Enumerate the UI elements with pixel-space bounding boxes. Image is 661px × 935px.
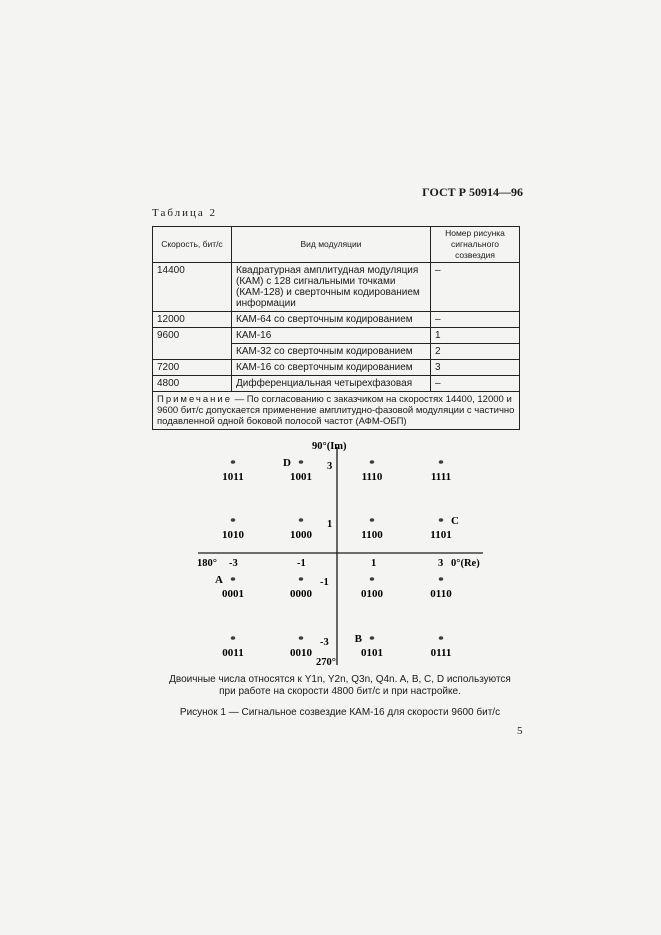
constellation-point-label: D	[283, 457, 291, 469]
constellation-point-code: 1100	[361, 529, 383, 541]
header-modulation: Вид модуляции	[232, 227, 431, 263]
constellation-point-code: 1000	[290, 529, 312, 541]
constellation-point-code: 0001	[222, 588, 244, 600]
constellation-point-marker: *	[369, 575, 375, 587]
constellation-point-label: C	[451, 515, 459, 527]
constellation-point-code: 0110	[430, 588, 452, 600]
constellation-point-marker: *	[230, 634, 236, 646]
constellation-point-code: 1110	[361, 471, 383, 483]
constellation-point-code: 1001	[290, 471, 312, 483]
constellation-point-code: 0000	[290, 588, 312, 600]
figure-title: Рисунок 1 — Сигнальное созвездие КАМ-16 для скорости 9600 бит/с	[179, 707, 501, 718]
constellation-point-code: 0011	[222, 647, 244, 659]
figure-cell: 1	[431, 328, 520, 344]
constellation-point-marker: *	[298, 634, 304, 646]
note-label: Примечание	[157, 394, 232, 405]
axis-label-right: 0°(Re)	[451, 558, 480, 569]
figure-cell: –	[431, 263, 520, 312]
header-figure: Номер рисунка сигнального созвездия	[431, 227, 520, 263]
modulation-cell: КАМ-16	[232, 328, 431, 344]
constellation-point-code: 0101	[361, 647, 383, 659]
header-speed: Скорость, бит/с	[153, 227, 232, 263]
modulation-cell: КАМ-32 со сверточным кодированием	[232, 344, 431, 360]
figure-cell: –	[431, 376, 520, 392]
constellation-point-marker: *	[438, 516, 444, 528]
figure-cell: 2	[431, 344, 520, 360]
modulation-cell: Квадратурная амплитудная модуляция (КАМ) с 128 сигнальными точками (КАМ-128) и сверточным кодированием информации	[232, 263, 431, 312]
constellation-point-code: 1011	[222, 471, 244, 483]
constellation-point-marker: *	[438, 458, 444, 470]
tick-x-neg1: -1	[297, 558, 306, 569]
constellation-point-code: 0010	[290, 647, 312, 659]
tick-x-neg3: -3	[229, 558, 238, 569]
figure-note-line2: при работе на скорости 4800 бит/с и при настройке.	[219, 686, 461, 697]
constellation-point-code: 1111	[430, 471, 452, 483]
constellation-point-marker: *	[230, 575, 236, 587]
constellation-point-label: A	[215, 574, 223, 586]
speed-cell: 12000	[153, 312, 232, 328]
speed-cell: 9600	[153, 328, 232, 360]
constellation-point-marker: *	[230, 458, 236, 470]
figure-cell: 3	[431, 360, 520, 376]
constellation-point-marker: *	[438, 575, 444, 587]
speed-cell: 7200	[153, 360, 232, 376]
page-number: 5	[517, 725, 523, 737]
constellation-point-marker: *	[369, 458, 375, 470]
constellation-point-code: 1010	[222, 529, 244, 541]
constellation-point-code: 1101	[430, 529, 452, 541]
axis-label-top: 90°(Im)	[312, 441, 347, 452]
speed-cell: 14400	[153, 263, 232, 312]
constellation-point-marker: *	[230, 516, 236, 528]
tick-y-3: 3	[327, 461, 333, 472]
figure-note-line1: Двоичные числа относятся к Y1n, Y2n, Q3n, Q4n. A, B, C, D используются	[169, 674, 511, 685]
constellation-point-marker: *	[438, 634, 444, 646]
figure-cell: –	[431, 312, 520, 328]
tick-x-3: 3	[438, 558, 444, 569]
constellation-point-marker: *	[298, 575, 304, 587]
document-header: ГОСТ Р 50914—96	[422, 185, 523, 199]
axis-label-bottom: 270°	[316, 657, 336, 668]
constellation-point-code: 0111	[430, 647, 452, 659]
constellation-point-marker: *	[369, 516, 375, 528]
tick-x-1: 1	[371, 558, 377, 569]
constellation-point-label: B	[354, 633, 362, 645]
note-text: — По согласованию с заказчиком на скоростях 14400, 12000 и 9600 бит/с допускается применение амплитудно-фазовой модуляции с частично подавленной одной боковой полосой частот (АФМ-ОБП)	[157, 394, 515, 427]
constellation-point-marker: *	[298, 516, 304, 528]
figure-note	[160, 674, 520, 698]
tick-y-neg3: -3	[320, 637, 329, 648]
tick-y-1: 1	[327, 519, 333, 530]
tick-y-neg1: -1	[320, 577, 329, 588]
speed-cell: 4800	[153, 376, 232, 392]
modulation-cell: КАМ-64 со сверточным кодированием	[232, 312, 431, 328]
constellation-point-marker: *	[298, 458, 304, 470]
modulation-cell: КАМ-16 со сверточным кодированием	[232, 360, 431, 376]
table-caption: Таблица 2	[152, 207, 218, 219]
constellation-point-code: 0100	[361, 588, 383, 600]
constellation-point-marker: *	[369, 634, 375, 646]
axis-label-left: 180°	[197, 558, 217, 569]
modulation-cell: Дифференциальная четырехфазовая	[232, 376, 431, 392]
